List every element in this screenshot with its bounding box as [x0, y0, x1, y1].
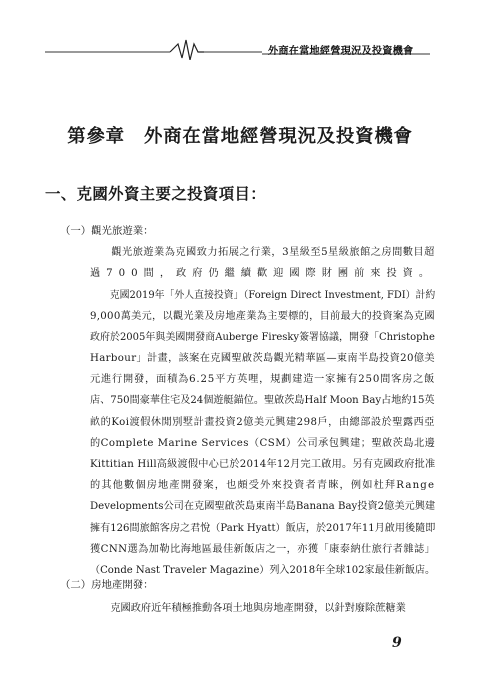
- body-line: 擁有126間旅館客房之君悅（Park Hyatt）飯店，於2017年11月啟用後隨即: [90, 523, 436, 534]
- body-line: （Conde Nast Traveler Magazine）列入2018年全球102家最佳新飯店。: [90, 565, 436, 576]
- body-line: 元進行開發，面積為6.25平方英哩，規劃建造一家擁有250間客房之飯: [90, 374, 436, 385]
- page-number: 9: [392, 635, 402, 651]
- body-line: 過700間，政府仍繼續歡迎國際財團前來投資。: [90, 268, 436, 279]
- body-line: Harbour」計畫，該案在克國聖啟茨島觀光精華區—東南半島投資20億美: [90, 353, 435, 364]
- subsection-heading: （二）房地產開發：: [60, 579, 154, 591]
- subsection-heading: （一）觀光旅遊業：: [60, 225, 154, 237]
- body-line: 獲CNN選為加勒比海地區最佳新飯店之一，亦獲「康泰納仕旅行者雜誌」: [90, 544, 436, 555]
- body-line: 的Complete Marine Services（CSM）公司承包興建；聖啟茨島北邊: [90, 438, 436, 449]
- body-line: Kittitian Hill高級渡假中心已於2014年12月完工啟用。另有克國政府批准: [90, 459, 436, 470]
- header-title: 外商在當地經營現況及投資機會: [268, 46, 414, 57]
- body-line: 9,000萬美元，以觀光業及房地產業為主要標的，目前最大的投資案為克國: [90, 311, 435, 322]
- chapter-title: 第參章 外商在當地經營現況及投資機會: [67, 126, 413, 147]
- body-line: 克國2019年「外人直接投資」（Foreign Direct Investment, FDI）計約: [90, 290, 436, 301]
- body-line: 觀光旅遊業為克國致力拓展之行業，3星級至5星級旅館之房間數目超: [90, 247, 435, 258]
- section-title: 一、克國外資主要之投資項目：: [45, 185, 267, 203]
- body-line: 的其他數個房地產開發案，也頗受外來投資者青睞，例如杜拜Range: [90, 480, 436, 491]
- body-line: 政府於2005年與美國開發商Auberge Firesky簽署協議，開發「Christophe: [90, 332, 435, 343]
- body-line: 克國政府近年積極推動各項土地與房地產開發，以針對廢除蔗糖業: [90, 603, 406, 614]
- body-line: 畝的Koi渡假休閒別墅計畫投資2億美元興建298戶，由總部設於聖露西亞: [90, 417, 435, 428]
- running-header: [0, 0, 480, 60]
- body-line: Developments公司在克國聖啟茨島東南半島Banana Bay投資2億美元興建: [90, 501, 436, 512]
- body-line: 店、750間豪華住宅及24個遊艇錨位。聖啟茨島Half Moon Bay占地約15英: [90, 395, 435, 406]
